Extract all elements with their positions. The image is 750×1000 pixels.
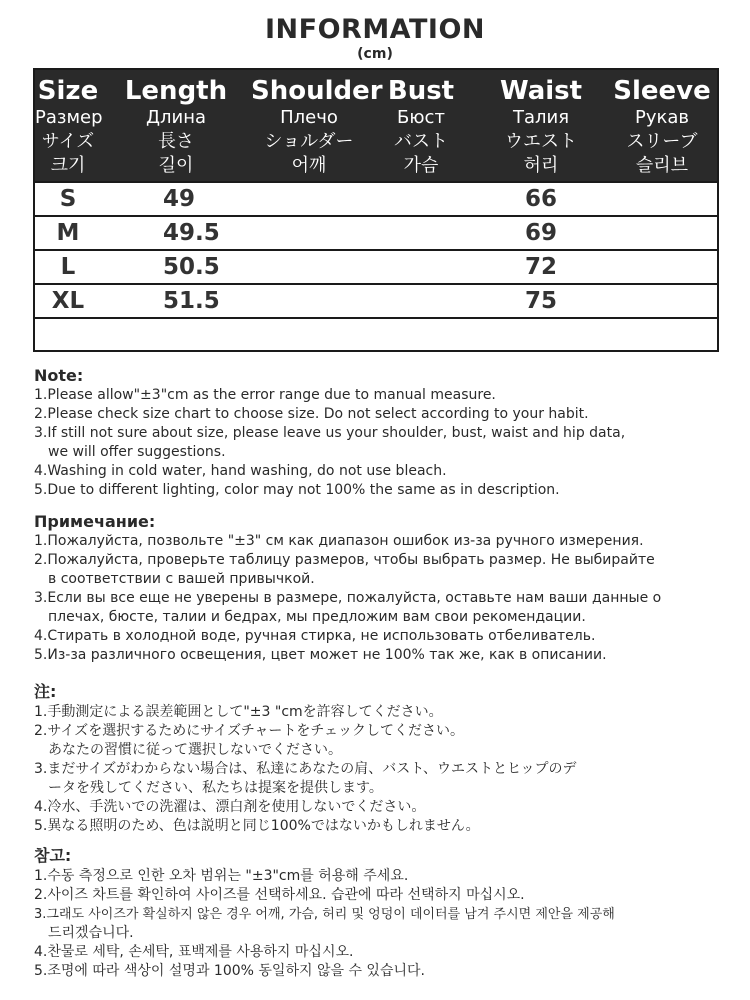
notes-english	[34, 366, 734, 500]
note-line: 4.Стирать в холодной воде, ручная стирка, не использовать отбеливатель.	[34, 628, 596, 644]
cell-waist: 66	[524, 186, 557, 212]
header-sleeve	[607, 70, 717, 178]
notes-korean	[34, 843, 734, 981]
note-line: 3.Если вы все еще не уверены в размере, пожалуйста, оставьте нам ваши данные о	[34, 590, 662, 606]
header-label-ko: 크기	[50, 155, 86, 176]
header-label-en: Bust	[387, 76, 455, 106]
unit-label: (cm)	[357, 46, 393, 62]
header-label-ru: Размер	[35, 107, 103, 128]
notes-russian	[34, 512, 734, 665]
note-line: 4.찬물로 세탁, 손세탁, 표백제를 사용하지 마십시오.	[34, 944, 354, 960]
cell-waist: 75	[524, 288, 557, 314]
header-label-ja: 長さ	[158, 131, 194, 152]
notes-heading: 注:	[34, 682, 57, 701]
notes-japanese	[34, 679, 734, 836]
note-line: 4.冷水、手洗いでの洗濯は、漂白剤を使用しないでください。	[34, 799, 426, 815]
header-label-en: Shoulder	[251, 76, 383, 106]
note-line: 5.Из-за различного освещения, цвет может не 100% так же, как в описании.	[34, 647, 607, 663]
header-label-ko: 허리	[523, 155, 559, 176]
header-label-ko: 가슴	[403, 155, 439, 176]
header-label-ko: 길이	[158, 155, 194, 176]
header-label-ja: サイズ	[41, 131, 95, 152]
note-line: 4.Washing in cold water, hand washing, do not use bleach.	[34, 463, 447, 479]
note-line: 1.Пожалуйста, позвольте "±3" см как диапазон ошибок из-за ручного измерения.	[34, 533, 644, 549]
note-line: 2.サイズを選択するためにサイズチャートをチェックしてください。	[34, 723, 464, 739]
header-label-ru: Бюст	[397, 107, 445, 128]
header-label-ja: ショルダー	[264, 131, 354, 152]
table-row	[35, 283, 717, 317]
header-label-ko: 슬리브	[635, 155, 689, 176]
size-chart-table	[33, 68, 719, 352]
header-waist	[475, 70, 607, 178]
table-row	[35, 249, 717, 283]
header-label-ru: Талия	[512, 107, 570, 128]
note-line: 1.手動測定による誤差範囲として"±3 "cmを許容してください。	[34, 704, 443, 720]
cell-length: 49.5	[163, 220, 220, 246]
cell-waist: 69	[524, 220, 557, 246]
note-line: 1.Please allow"±3"cm as the error range due to manual measure.	[34, 387, 496, 403]
header-label-ru: Плечо	[280, 107, 338, 128]
note-line: 5.Due to different lighting, color may not 100% the same as in description.	[34, 482, 560, 498]
notes-heading: 참고:	[34, 846, 72, 865]
header-label-en: Sleeve	[613, 76, 711, 106]
header-label-ja: ウエスト	[505, 131, 577, 152]
header-label-ko: 어깨	[291, 155, 327, 176]
header-shoulder	[251, 70, 383, 178]
note-line: 5.異なる照明のため、色は説明と同じ100%ではないかもしれません。	[34, 818, 480, 834]
header-label-ja: スリーブ	[626, 131, 698, 152]
cell-waist: 72	[524, 254, 557, 280]
cell-length: 51.5	[163, 288, 220, 314]
note-line: あなたの習慣に従って選択しないでください。	[48, 742, 342, 758]
cell-size: M	[56, 220, 80, 246]
note-line: 3.그래도 사이즈가 확실하지 않은 경우 어깨, 가슴, 허리 및 엉덩이 데이터를 남겨 주시면 제안을 제공해	[34, 907, 615, 922]
table-row	[35, 215, 717, 249]
table-row	[35, 181, 717, 215]
notes-heading: Примечание:	[34, 512, 156, 531]
note-line: в соответствии с вашей привычкой.	[48, 571, 315, 587]
header-label-en: Size	[37, 76, 99, 106]
cell-size: S	[59, 186, 77, 212]
notes-heading: Note:	[34, 366, 84, 385]
header-label-ru: Рукав	[634, 107, 690, 128]
table-row-empty	[35, 317, 717, 350]
header-label-en: Waist	[499, 76, 583, 106]
header-label-en: Length	[124, 76, 228, 106]
note-line: 3.まだサイズがわからない場合は、私達にあなたの肩、バスト、ウエストとヒップのデ	[34, 761, 577, 777]
cell-size: L	[60, 254, 76, 280]
note-line: 드리겠습니다.	[48, 925, 134, 941]
note-line: we will offer suggestions.	[48, 444, 226, 460]
note-line: 2.Пожалуйста, проверьте таблицу размеров, чтобы выбрать размер. Не выбирайте	[34, 552, 655, 568]
note-line: 3.If still not sure about size, please leave us your shoulder, bust, waist and hip data,	[34, 425, 626, 441]
table-header	[35, 70, 717, 181]
cell-length: 50.5	[163, 254, 220, 280]
cell-size: XL	[51, 288, 85, 314]
header-label-ja: バスト	[394, 131, 448, 152]
note-line: 2.사이즈 차트를 확인하여 사이즈를 선택하세요. 습관에 따라 선택하지 마십시오.	[34, 887, 525, 903]
note-line: 1.수동 측정으로 인한 오차 범위는 "±3"cm를 허용해 주세요.	[34, 868, 409, 884]
note-line: 5.조명에 따라 색상이 설명과 100% 동일하지 않을 수 있습니다.	[34, 963, 425, 979]
note-line: ータを残してください、私たちは提案を提供します。	[48, 780, 383, 796]
header-size	[35, 70, 101, 178]
note-line: плечах, бюсте, талии и бедрах, мы предложим вам свои рекомендации.	[48, 609, 586, 625]
page-title: INFORMATION	[264, 14, 485, 45]
header-label-ru: Длина	[145, 107, 207, 128]
header-bust	[367, 70, 475, 178]
header-length	[101, 70, 251, 178]
note-line: 2.Please check size chart to choose size. Do not select according to your habit.	[34, 406, 589, 422]
cell-length: 49	[163, 186, 196, 212]
